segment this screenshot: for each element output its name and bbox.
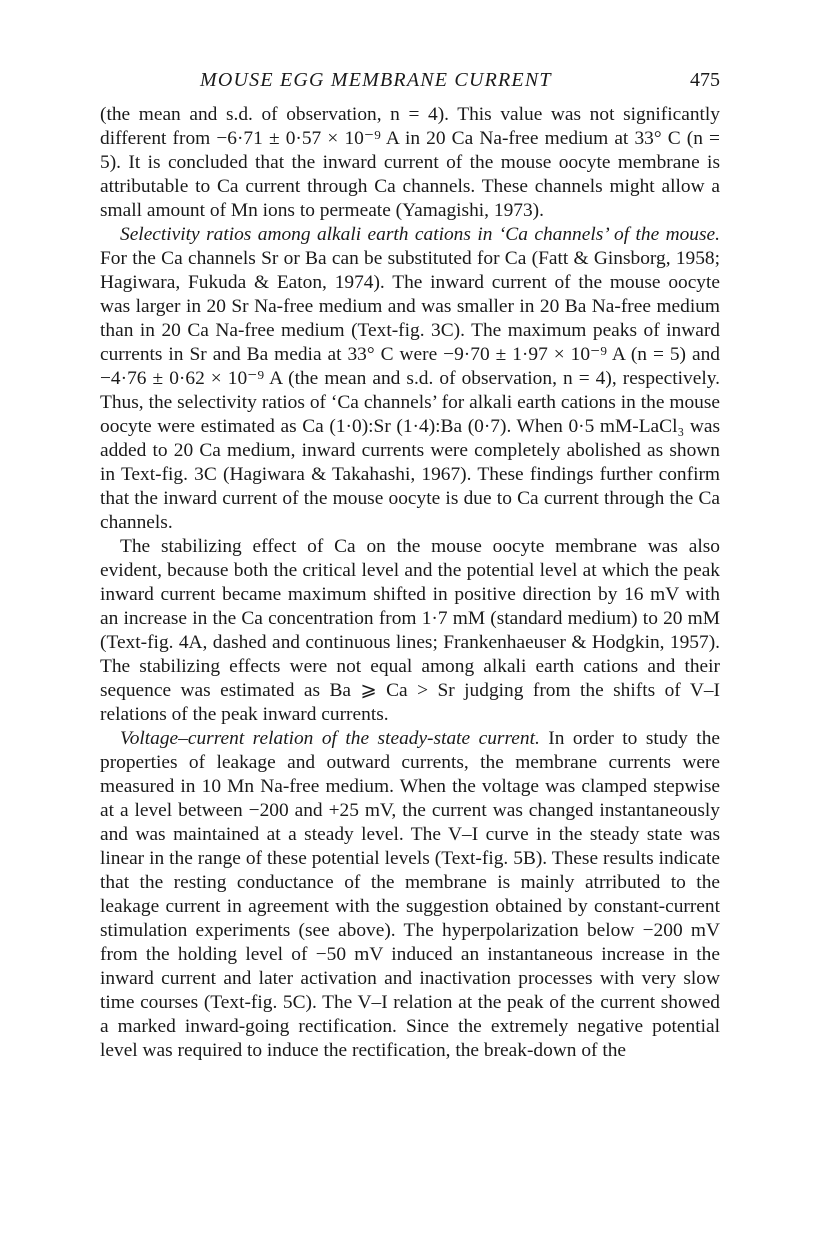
- paragraph-continuation: [100, 103, 720, 223]
- paragraph-voltage-current: [100, 727, 720, 1063]
- paragraph-text: The stabilizing effect of Ca on the mouse oocyte membrane was also evident, because both the critical level and the potential level at which the peak inward current became maximum shifted in positive direction by 16 mV with an increase in the Ca concentration from 1·7 mM (standard medium) to 20 mM (Text-fig. 4A, dashed and continuous lines; Frankenhaeuser & Hodgkin, 1957). The stabilizing effects were not equal among alkali earth cations and their sequence was estimated as Ba ⩾ Ca > Sr judging from the shifts of V–I relations of the peak inward currents.: [100, 536, 720, 725]
- section-run-in-heading: Selectivity ratios among alkali earth cations in ‘Ca channels’ of the mouse.: [120, 224, 720, 245]
- paragraph-text: For the Ca channels Sr or Ba can be substituted for Ca (Fatt & Ginsborg, 1958; Hagiwara, Fukuda & Eaton, 1974). The inward current of the mouse oocyte was larger in 20 Sr Na-free medium and was smaller in 20 Ba Na-free medium than in 20 Ca Na-free medium (Text-fig. 3C). The maximum peaks of inward currents in Sr and Ba media at 33° C were −9·70 ± 1·97 × 10⁻⁹ A (n = 5) and −4·76 ± 0·62 × 10⁻⁹ A (the mean and s.d. of observation, n = 4), respectively. Thus, the selectivity ratios of ‘Ca channels’ for alkali earth cations in the mouse oocyte were estimated as Ca (1·0):Sr (1·4):Ba (0·7). When 0·5 mM-LaCl₃ was added to 20 Ca medium, inward currents were completely abolished as shown in Text-fig. 3C (Hagiwara & Takahashi, 1967). These findings further confirm that the inward current of the mouse oocyte is due to Ca current through the Ca channels.: [100, 248, 720, 533]
- paragraph-text: In order to study the properties of leakage and outward currents, the membrane currents were measured in 10 Mn Na-free medium. When the voltage was clamped stepwise at a level between −200 and +25 mV, the current was changed instantaneously and was maintained at a steady level. The V–I curve in the steady state was linear in the range of these potential levels (Text-fig. 5B). These results indicate that the resting conductance of the membrane is mainly atrributed to the leakage current in agreement with the suggestion obtained by constant-current stimulation experiments (see above). The hyperpolarization below −200 mV from the holding level of −50 mV induced an instantaneous increase in the inward current and later activation and inactivation processes with very slow time courses (Text-fig. 5C). The V–I relation at the peak of the current showed a marked inward-going rectification. Since the extremely negative potential level was required to induce the rectification, the break-down of the: [100, 728, 720, 1061]
- paragraph-stabilizing-effect: [100, 535, 720, 727]
- body-text: [100, 103, 720, 1063]
- paragraph-text: (the mean and s.d. of observation, n = 4). This value was not significantly different from −6·71 ± 0·57 × 10⁻⁹ A in 20 Ca Na-free medium at 33° C (n = 5). It is concluded that the inward current of the mouse oocyte membrane is attributable to Ca current through Ca channels. These channels might allow a small amount of Mn ions to permeate (Yamagishi, 1973).: [100, 104, 720, 221]
- running-head: [100, 69, 720, 97]
- paragraph-selectivity-ratios: [100, 223, 720, 535]
- page-number: 475: [690, 69, 720, 91]
- running-title: MOUSE EGG MEMBRANE CURRENT: [200, 69, 552, 91]
- section-run-in-heading: Voltage–current relation of the steady-state current.: [120, 728, 540, 749]
